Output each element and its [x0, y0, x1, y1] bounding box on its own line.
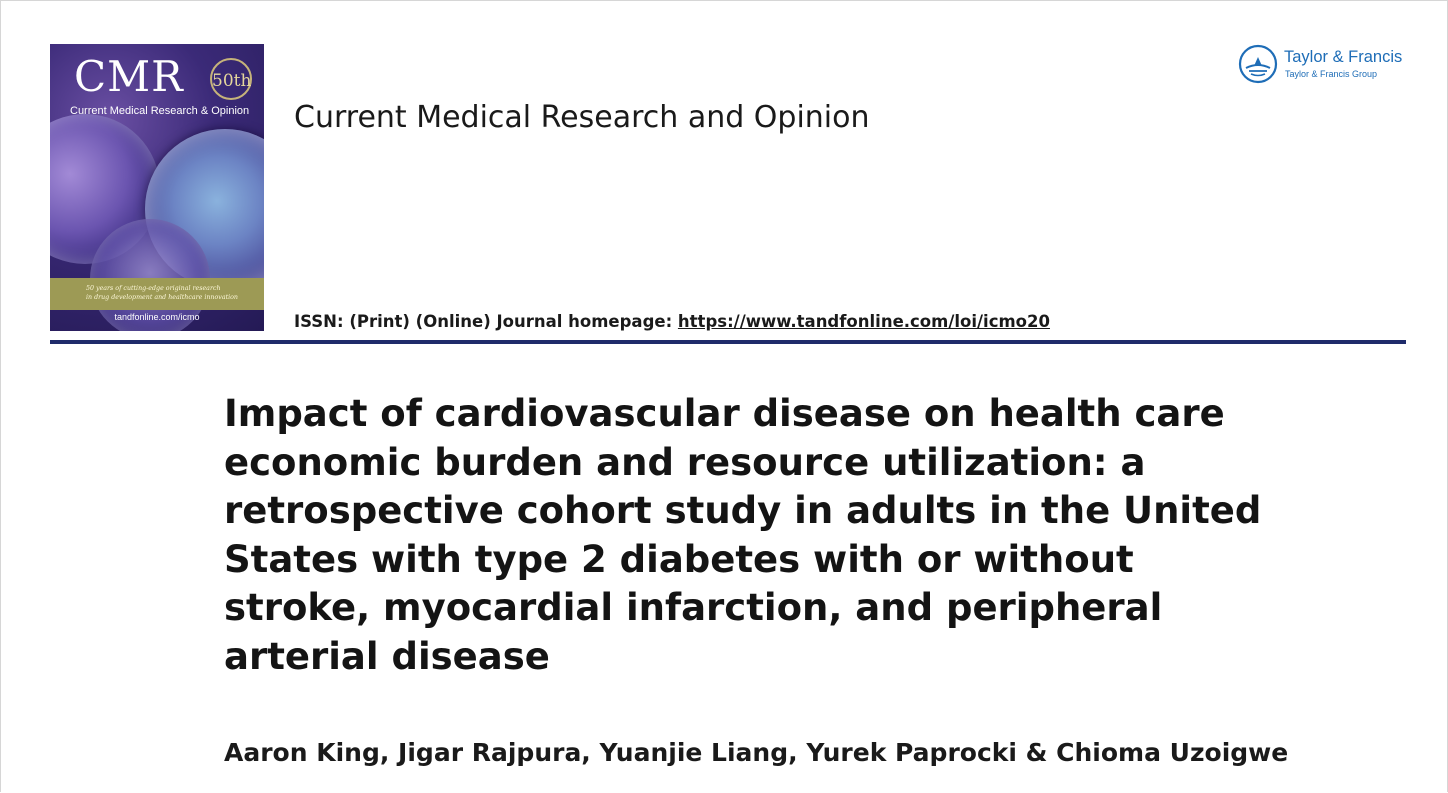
publisher-logo[interactable] [1238, 44, 1408, 86]
cover-tagline-band [50, 278, 264, 310]
journal-title: Current Medical Research and Opinion [294, 100, 870, 135]
journal-homepage-link[interactable]: https://www.tandfonline.com/loi/icmo20 [677, 312, 1050, 331]
header-divider [50, 340, 1406, 344]
issn-label: ISSN: (Print) (Online) Journal homepage: [294, 312, 678, 331]
publisher-name: Taylor & Francis [1284, 48, 1403, 66]
journal-cover-image [50, 44, 264, 331]
cover-anniversary-badge: 50th [210, 58, 252, 100]
publisher-group: Taylor & Francis Group [1285, 69, 1378, 79]
cover-tagline-line1: 50 years of cutting-edge original research [86, 285, 221, 292]
cover-subtitle: Current Medical Research & Opinion [70, 105, 250, 117]
issn-line [294, 312, 1050, 331]
cover-logo-text: CMR [74, 52, 184, 101]
article-title: Impact of cardiovascular disease on health care economic burden and resource utilization: a retrospective cohort study in adults in the United States with type 2 diabetes with or without stroke, myocardial infarction, and peripheral arterial disease [224, 392, 1262, 678]
cover-url: tandfonline.com/icmo [114, 312, 200, 322]
article-authors: Aaron King, Jigar Rajpura, Yuanjie Liang, Yurek Paprocki & Chioma Uzoigwe [224, 738, 1289, 767]
publisher-globe-icon [1238, 44, 1278, 84]
cover-tagline-line2: in drug development and healthcare innovation [86, 294, 238, 301]
